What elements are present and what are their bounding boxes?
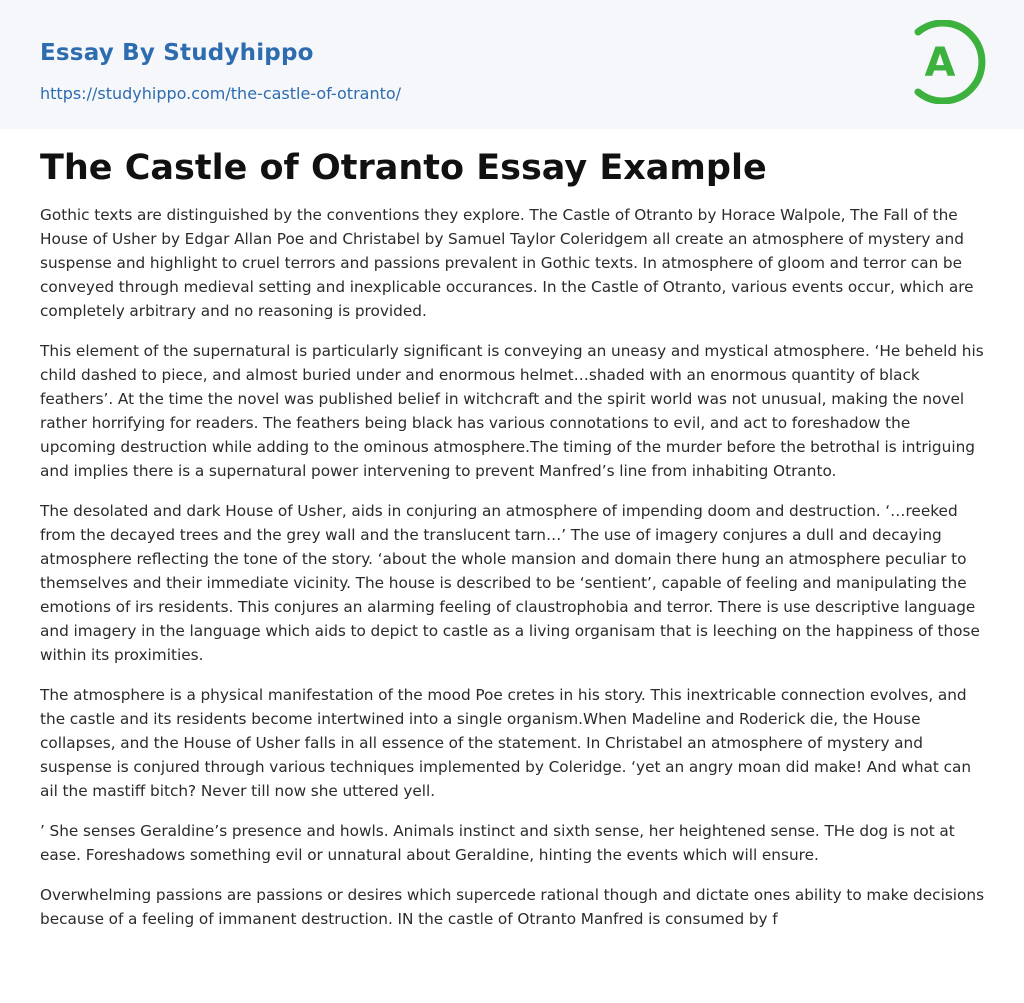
paragraph: Overwhelming passions are passions or desires which supercede rational though and dictate ones ability to make decisions because of a feeling of immanent destruction. IN the castle of Otranto Manfred is consumed by f xyxy=(40,886,985,928)
site-title: Essay By Studyhippo xyxy=(40,40,314,66)
paragraph: Gothic texts are distinguished by the conventions they explore. The Castle of Otranto by Horace Walpole, The Fall of the House of Usher by Edgar Allan Poe and Christabel by Samuel Taylor Coleridgem all create an atmosphere of mystery and suspense and highlight to cruel terrors and passions prevalent in Gothic texts. In atmosphere of gloom and terror can be conveyed through medieval setting and inexplicable occurances. In the Castle of Otranto, various events occur, which are completely arbitrary and no reasoning is provided. xyxy=(40,206,974,320)
paragraph: The desolated and dark House of Usher, aids in conjuring an atmosphere of impending doom and destruction. ‘…reeked from the decayed trees and the grey wall and the translucent tarn…’ The use of imagery conjures a dull and decaying atmosphere reflecting the tone of the story. ‘about the whole mansion and domain there hung an atmosphere peculiar to themselves and their immediate vicinity. The house is described to be ‘sentient’, capable of feeling and manipulating the emotions of irs residents. This conjures an alarming feeling of claustrophobia and terror. There is use descriptive language and imagery in the language which aids to depict to castle as a living organisam that is leeching on the happiness of those within its proximities. xyxy=(40,502,980,664)
site-header xyxy=(0,0,1024,129)
page-title: The Castle of Otranto Essay Example xyxy=(40,148,767,188)
logo-letter: A xyxy=(924,40,956,86)
paragraph: This element of the supernatural is particularly significant is conveying an uneasy and mystical atmosphere. ‘He beheld his child dashed to piece, and almost buried under and enormous helmet…shaded with an enormous quantity of black feathers’. At the time the novel was published belief in witchcraft and the spirit world was not unusual, making the novel rather horrifying for readers. The feathers being black has various connotations to evil, and act to foreshadow the upcoming destruction while adding to the ominous atmosphere.The timing of the murder before the betrothal is intriguing and implies there is a supernatural power intervening to prevent Manfred’s line from inhabiting Otranto. xyxy=(40,342,984,480)
source-url-link[interactable]: https://studyhippo.com/the-castle-of-otranto/ xyxy=(40,84,402,103)
paragraph: ’ She senses Geraldine’s presence and howls. Animals instinct and sixth sense, her heightened sense. THe dog is not at ease. Foreshadows something evil or unnatural about Geraldine, hinting the events which will ensure. xyxy=(40,822,955,864)
paragraph: The atmosphere is a physical manifestation of the mood Poe cretes in his story. This inextricable connection evolves, and the castle and its residents become intertwined into a single organism.When Madeline and Roderick die, the House collapses, and the House of Usher falls in all essence of the statement. In Christabel an atmosphere of mystery and suspense is conjured through various techniques implemented by Coleridge. ‘yet an angry moan did make! And what can ail the mastiff bitch? Never till now she uttered yell. xyxy=(40,686,972,800)
article xyxy=(40,145,988,931)
studyhippo-logo-icon[interactable] xyxy=(896,20,986,104)
